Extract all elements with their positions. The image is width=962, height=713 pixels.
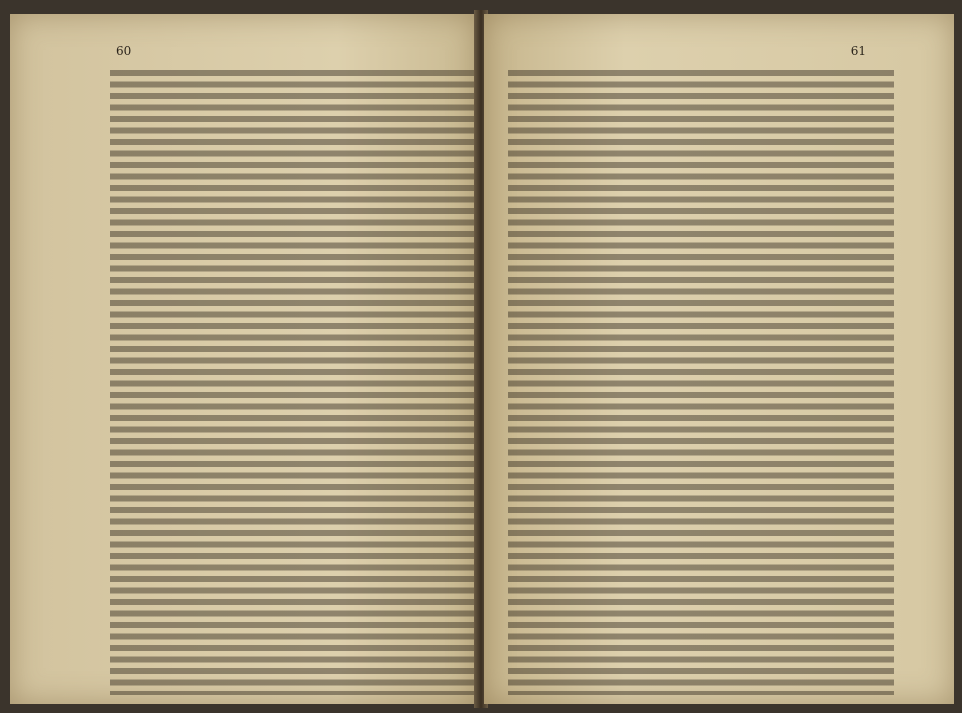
left-page-body-text <box>110 70 496 695</box>
right-page <box>484 14 954 704</box>
left-page-number: 60 <box>116 44 132 58</box>
left-page <box>10 14 478 704</box>
right-page-body-text <box>508 70 894 695</box>
right-page-number: 61 <box>850 44 866 58</box>
